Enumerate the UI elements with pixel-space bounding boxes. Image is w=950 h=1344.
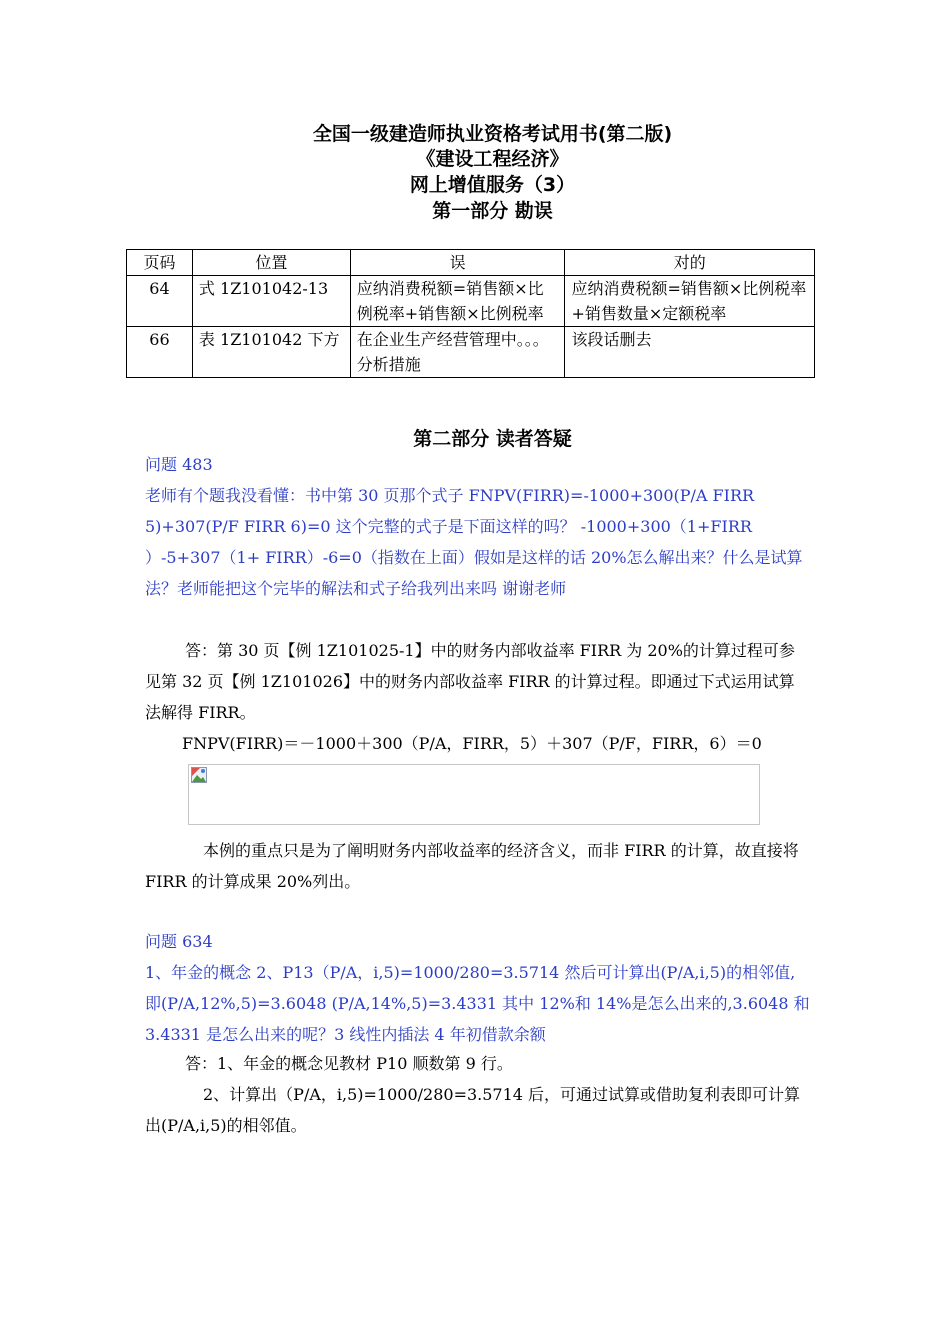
- service-title: 网上增值服务（3）: [409, 174, 576, 196]
- part1-title: 第一部分 勘误: [432, 200, 553, 222]
- errata-header-row: [127, 250, 815, 276]
- header-wrong: 误: [350, 250, 565, 276]
- cell-location: 表 1Z101042 下方: [192, 327, 350, 378]
- table-row: [127, 276, 815, 327]
- cell-location: 式 1Z101042-13: [192, 276, 350, 327]
- errata-table: [126, 249, 815, 378]
- answer-483-note: 本例的重点只是为了阐明财务内部收益率的经济含义，而非 FIRR 的计算，故直接将 FIRR 的计算成果 20%列出。: [145, 841, 799, 891]
- cell-correct: 应纳消费税额=销售额×比例税率+销售数量×定额税率: [565, 276, 815, 327]
- header-page: 页码: [127, 250, 193, 276]
- answer-634-part2: 2、计算出（P/A，i,5)=1000/280=3.5714 后，可通过试算或借助复利表即可计算出(P/A,i,5)的相邻值。: [145, 1085, 801, 1135]
- formula-fnpv: FNPV(FIRR)＝－1000＋300（P/A，FIRR，5）＋307（P/F，FIRR，6）＝0: [182, 734, 762, 753]
- question-483-number: 问题 483: [145, 455, 213, 474]
- table-row: [127, 327, 815, 378]
- answer-634-part1: 答：1、年金的概念见教材 P10 顺数第 9 行。: [185, 1054, 513, 1073]
- part2-title: 第二部分 读者答疑: [413, 428, 572, 450]
- answer-483-text: 答：第 30 页【例 1Z101025-1】中的财务内部收益率 FIRR 为 20%的计算过程可参见第 32 页【例 1Z101026】中的财务内部收益率 FIRR 的计算过程。即通过下式运用试算法解得 FIRR。: [145, 641, 795, 722]
- header-location: 位置: [192, 250, 350, 276]
- book-title: 全国一级建造师执业资格考试用书(第二版): [312, 123, 673, 145]
- question-634-text: 1、年金的概念 2、P13（P/A，i,5)=1000/280=3.5714 然后可计算出(P/A,i,5)的相邻值,即(P/A,12%,5)=3.6048 (P/A,14%,5)=3.4331 其中 12%和 14%是怎么出来的,3.6048 和 3.4331 是怎么出来的呢？3 线性内插法 4 年初借款余额: [145, 963, 810, 1044]
- question-634-number: 问题 634: [145, 932, 213, 951]
- question-483-text: 老师有个题我没看懂：书中第 30 页那个式子 FNPV(FIRR)=-1000+300(P/A FIRR 5)+307(P/F FIRR 6)=0 这个完整的式子是下面这样的吗？ -1000+300（1+FIRR ）-5+307（1+ FIRR）-6=0（指数在上面）假如是这样的话 20%怎么解出来？什么是试算法？老师能把这个完毕的解法和式子给我列出来吗 谢谢老师: [145, 486, 803, 598]
- cell-correct: 该段话删去: [565, 327, 815, 378]
- header-correct: 对的: [565, 250, 815, 276]
- cell-wrong: 应纳消费税额=销售额×比例税率+销售额×比例税率: [350, 276, 565, 327]
- cell-wrong: 在企业生产经营管理中。。。分析措施: [350, 327, 565, 378]
- cell-page: 64: [127, 276, 193, 327]
- broken-image-icon: [191, 767, 207, 783]
- embedded-image-placeholder: [188, 764, 760, 825]
- book-subtitle: 《建设工程经济》: [416, 148, 569, 170]
- cell-page: 66: [127, 327, 193, 378]
